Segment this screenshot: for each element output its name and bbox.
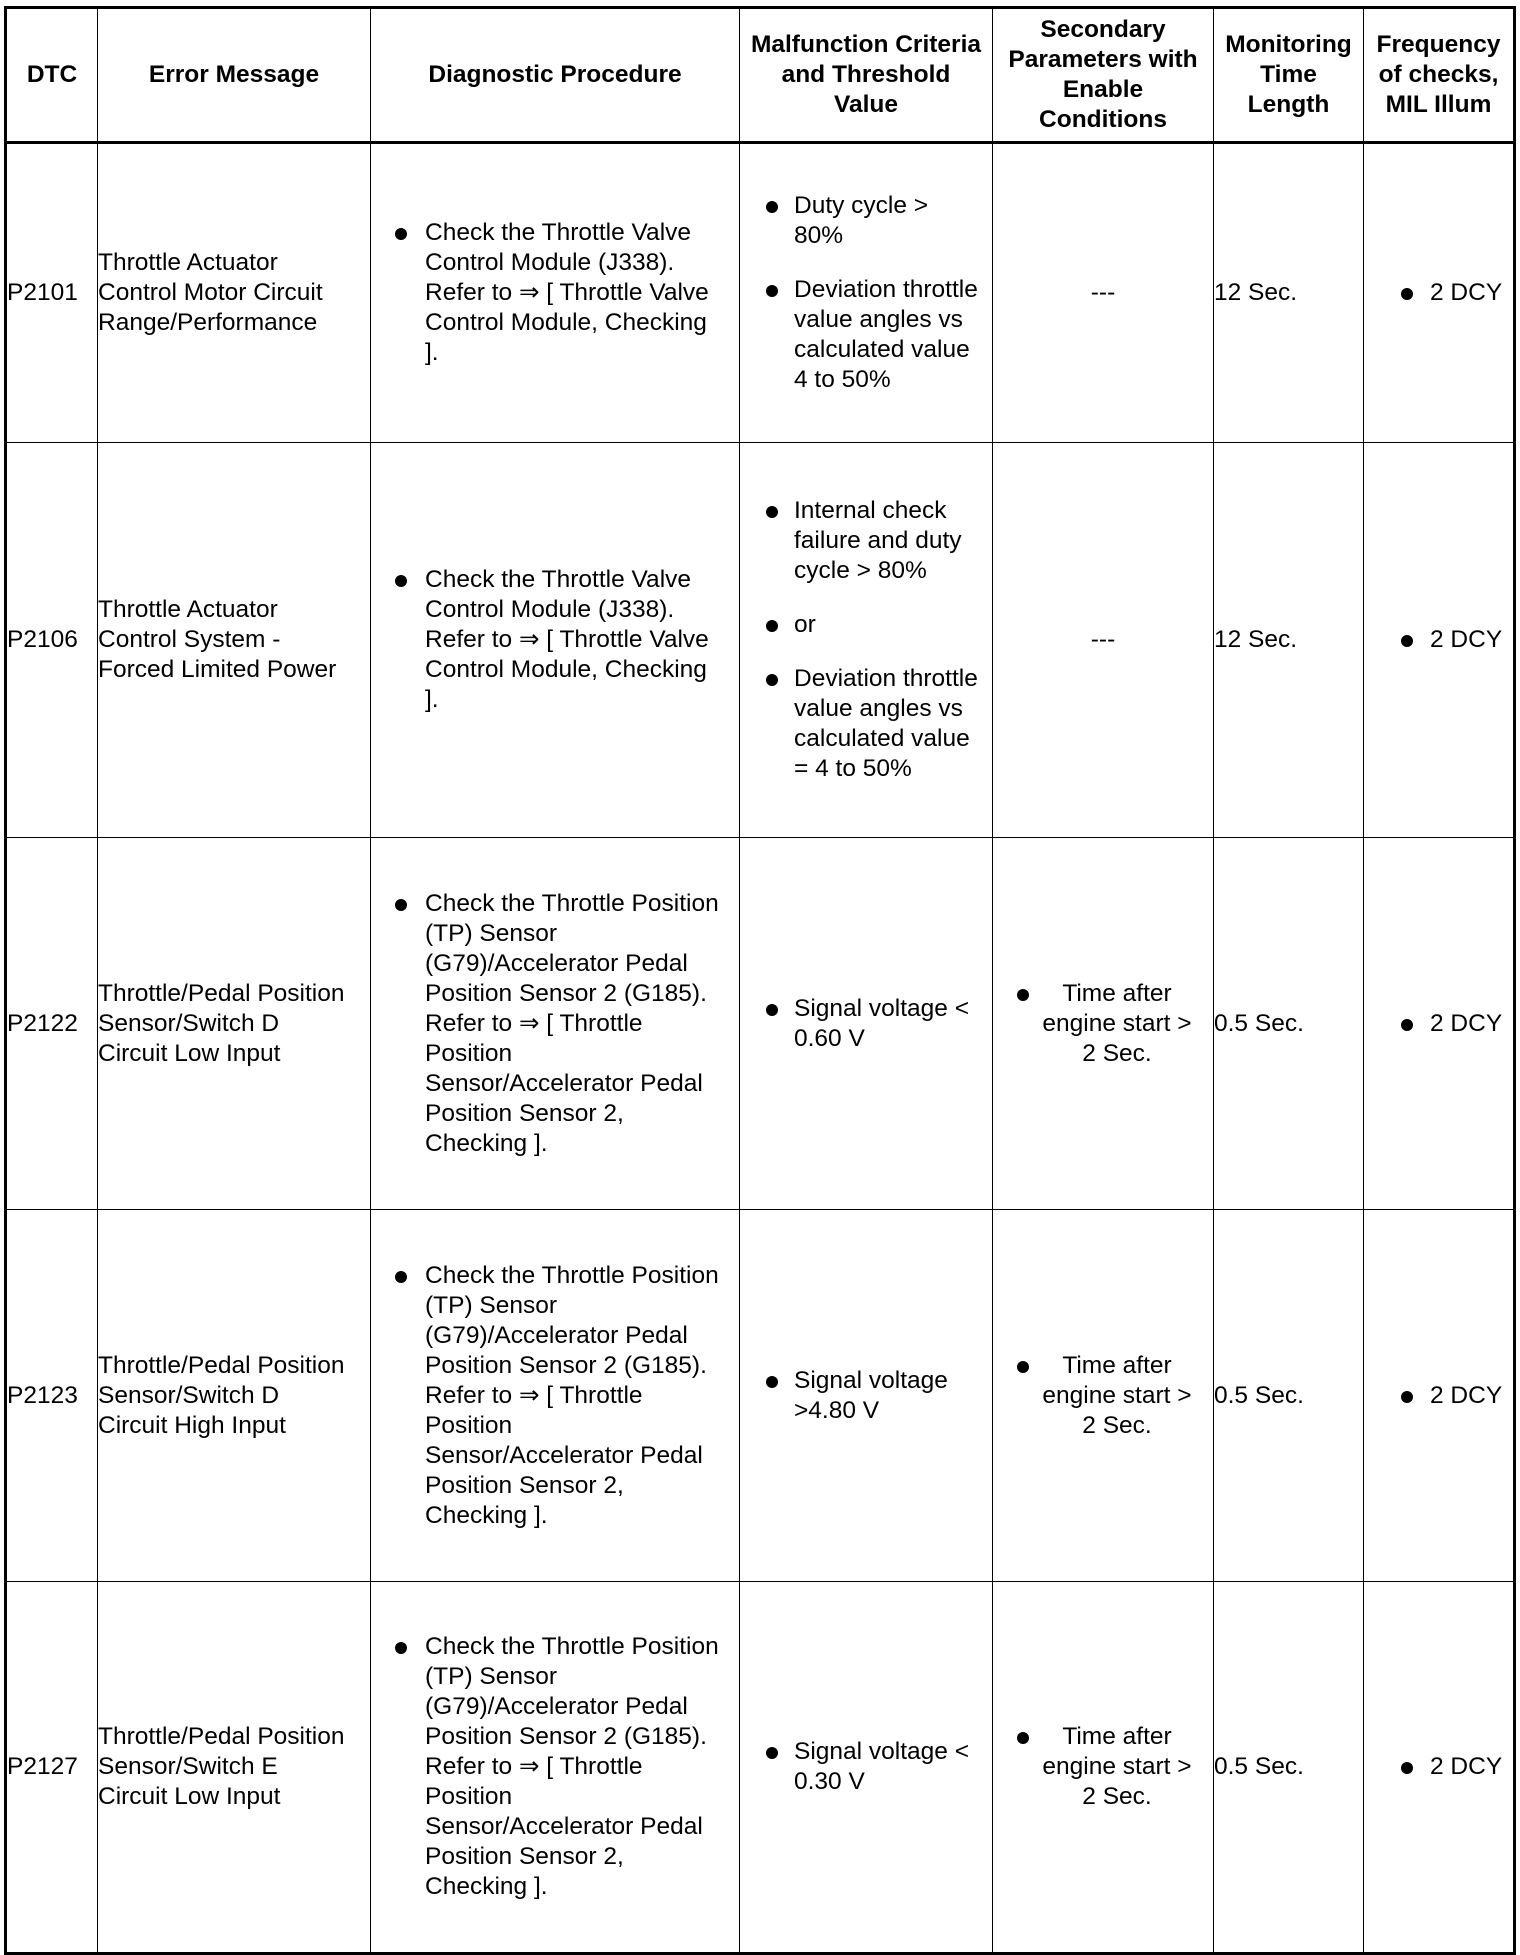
error-message-line: Circuit Low Input [98, 1039, 281, 1067]
criteria-bullet [794, 191, 986, 251]
header-dtc [6, 8, 98, 143]
header-line: Monitoring [1225, 31, 1352, 58]
procedure-line: Control Module (J338). [425, 249, 675, 276]
procedure-line: Position [425, 1783, 513, 1810]
criteria-line: 4 to 50% [794, 366, 891, 393]
secondary-none: --- [1090, 626, 1116, 653]
header-line: Time [1260, 61, 1317, 88]
malfunction-criteria-cell [740, 143, 993, 443]
header-line: Length [1247, 91, 1330, 118]
secondary-line: Time after [1062, 1723, 1172, 1750]
table-row [6, 838, 1515, 1210]
secondary-line: engine start > [1042, 1381, 1192, 1409]
criteria-bullet [794, 994, 986, 1054]
error-message-cell [98, 1582, 371, 1954]
malfunction-criteria-cell [740, 1582, 993, 1954]
header-line: Malfunction Criteria [750, 31, 982, 58]
procedure-line: Sensor/Accelerator Pedal [425, 1813, 703, 1840]
criteria-line: Deviation throttle [794, 276, 978, 303]
procedure-bullet [425, 218, 733, 368]
secondary-line: 2 Sec. [1082, 1039, 1152, 1067]
error-message-line: Forced Limited Power [98, 656, 337, 683]
procedure-bullet [425, 565, 733, 715]
error-message-line: Sensor/Switch E [98, 1753, 278, 1780]
procedure-line: Checking ]. [425, 1129, 548, 1157]
secondary-bullet [1042, 979, 1191, 1069]
error-message-line: Throttle Actuator [98, 596, 278, 623]
frequency-value: 2 DCY [1430, 1381, 1513, 1411]
procedure-line: Control Module (J338). [425, 596, 675, 623]
monitoring-time: 0.5 Sec. [1214, 1381, 1304, 1409]
header-line: Frequency [1376, 31, 1501, 58]
procedure-bullet [425, 1632, 733, 1902]
criteria-line: cycle > 80% [794, 557, 927, 584]
frequency-cell [1364, 838, 1515, 1210]
table-row [6, 143, 1515, 443]
error-message-line: Control System - [98, 626, 281, 653]
criteria-line: Internal check [794, 497, 947, 524]
header-line: Conditions [1039, 106, 1167, 133]
criteria-line: Signal voltage < [794, 994, 970, 1022]
frequency-cell [1364, 443, 1515, 838]
diagnostic-procedure-cell [371, 443, 740, 838]
procedure-line: Refer to ⇒ [ Throttle [425, 1009, 643, 1037]
diagnostic-procedure-cell [371, 838, 740, 1210]
criteria-line: Duty cycle > [794, 192, 929, 219]
procedure-line: Check the Throttle Position [425, 1633, 719, 1660]
monitoring-time: 0.5 Sec. [1214, 1753, 1304, 1780]
criteria-line: Signal voltage < [794, 1738, 970, 1765]
error-message-line: Circuit High Input [98, 1411, 286, 1439]
error-message-line: Throttle/Pedal Position [98, 979, 345, 1007]
procedure-line: ]. [425, 686, 439, 713]
criteria-line: = 4 to 50% [794, 755, 912, 782]
frequency-value: 2 DCY [1430, 278, 1513, 308]
secondary-parameters-cell [993, 143, 1214, 443]
criteria-bullet [794, 664, 986, 784]
procedure-line: Position Sensor 2, [425, 1843, 624, 1870]
header-line: Parameters with [1008, 46, 1198, 73]
secondary-line: 2 Sec. [1082, 1783, 1152, 1810]
monitoring-time-cell [1214, 838, 1364, 1210]
procedure-line: Checking ]. [425, 1873, 548, 1900]
malfunction-criteria-cell [740, 1210, 993, 1582]
procedure-bullet [425, 1261, 733, 1531]
malfunction-criteria-cell [740, 443, 993, 838]
malfunction-criteria-cell [740, 838, 993, 1210]
error-message-cell [98, 838, 371, 1210]
error-message-line: Throttle/Pedal Position [98, 1351, 345, 1379]
table-row [6, 443, 1515, 838]
error-message-line: Throttle Actuator [98, 249, 278, 276]
frequency-value: 2 DCY [1430, 1009, 1513, 1039]
dtc-code: P2106 [7, 626, 78, 653]
header-secondary-parameters [993, 8, 1214, 143]
procedure-line: Refer to ⇒ [ Throttle Valve [425, 279, 709, 306]
header-line: MIL Illum [1385, 91, 1492, 118]
procedure-line: Sensor/Accelerator Pedal [425, 1441, 703, 1469]
header-line: Secondary [1040, 16, 1166, 43]
procedure-line: Refer to ⇒ [ Throttle [425, 1753, 643, 1780]
procedure-line: Check the Throttle Valve [425, 219, 692, 246]
table-row [6, 1582, 1515, 1954]
header-line: and Threshold [781, 61, 951, 88]
criteria-bullet [794, 1366, 986, 1426]
dtc-code: P2101 [7, 279, 78, 306]
header-line: of checks, [1378, 61, 1499, 88]
header-frequency [1364, 8, 1515, 143]
header-diagnostic-procedure-text: Diagnostic Procedure [428, 61, 682, 88]
procedure-line: Check the Throttle Position [425, 889, 719, 917]
procedure-line: Control Module, Checking [425, 656, 707, 683]
procedure-line: (TP) Sensor [425, 919, 558, 947]
criteria-bullet [794, 1737, 986, 1797]
frequency-value: 2 DCY [1430, 1752, 1513, 1782]
criteria-line: 0.60 V [794, 1024, 865, 1052]
criteria-line: value angles vs [794, 306, 963, 333]
dtc-code-cell [6, 1582, 98, 1954]
procedure-line: Position Sensor 2 (G185). [425, 1351, 707, 1379]
criteria-line: >4.80 V [794, 1396, 880, 1424]
secondary-bullet [1042, 1351, 1191, 1441]
dtc-code-cell [6, 1210, 98, 1582]
error-message-cell [98, 443, 371, 838]
secondary-line: engine start > [1042, 1753, 1192, 1780]
criteria-line: Deviation throttle [794, 665, 978, 692]
monitoring-time-cell [1214, 1210, 1364, 1582]
procedure-line: Position Sensor 2, [425, 1099, 624, 1127]
procedure-line: Control Module, Checking [425, 309, 707, 336]
header-diagnostic-procedure [371, 8, 740, 143]
criteria-line: 0.30 V [794, 1768, 865, 1795]
criteria-bullet [794, 610, 986, 640]
secondary-line: Time after [1062, 979, 1172, 1007]
procedure-line: Checking ]. [425, 1501, 548, 1529]
error-message-line: Sensor/Switch D [98, 1009, 280, 1037]
error-message-line: Range/Performance [98, 309, 318, 336]
secondary-parameters-cell [993, 1582, 1214, 1954]
diagnostic-procedure-cell [371, 1582, 740, 1954]
procedure-line: (G79)/Accelerator Pedal [425, 1321, 688, 1349]
procedure-line: (TP) Sensor [425, 1663, 558, 1690]
secondary-parameters-cell [993, 1210, 1214, 1582]
criteria-bullet [794, 275, 986, 395]
procedure-line: (TP) Sensor [425, 1291, 558, 1319]
procedure-bullet [425, 889, 733, 1159]
error-message-cell [98, 143, 371, 443]
header-error-message [98, 8, 371, 143]
error-message-line: Throttle/Pedal Position [98, 1723, 345, 1750]
dtc-code: P2127 [7, 1753, 78, 1780]
monitoring-time: 0.5 Sec. [1214, 1009, 1304, 1037]
procedure-line: Refer to ⇒ [ Throttle Valve [425, 626, 709, 653]
frequency-cell [1364, 143, 1515, 443]
error-message-line: Sensor/Switch D [98, 1381, 280, 1409]
frequency-cell [1364, 1582, 1515, 1954]
monitoring-time-cell [1214, 443, 1364, 838]
error-message-line: Control Motor Circuit [98, 279, 323, 306]
secondary-line: 2 Sec. [1082, 1411, 1152, 1439]
frequency-value: 2 DCY [1430, 625, 1513, 655]
frequency-cell [1364, 1210, 1515, 1582]
header-dtc-text: DTC [26, 61, 78, 88]
monitoring-time-cell [1214, 1582, 1364, 1954]
secondary-line: engine start > [1042, 1009, 1192, 1037]
monitoring-time: 12 Sec. [1214, 626, 1298, 653]
procedure-line: Position Sensor 2 (G185). [425, 1723, 707, 1750]
criteria-line: calculated value [794, 336, 970, 363]
criteria-line: value angles vs [794, 695, 963, 722]
criteria-line: failure and duty [794, 527, 962, 554]
procedure-line: Refer to ⇒ [ Throttle [425, 1381, 643, 1409]
procedure-line: (G79)/Accelerator Pedal [425, 1693, 688, 1720]
diagnostic-procedure-cell [371, 143, 740, 443]
header-malfunction-criteria [740, 8, 993, 143]
secondary-line: Time after [1062, 1351, 1172, 1379]
dtc-table [4, 6, 1516, 1955]
procedure-line: Position Sensor 2 (G185). [425, 979, 707, 1007]
header-line: Value [833, 91, 898, 118]
header-monitoring-time [1214, 8, 1364, 143]
criteria-line: Signal voltage [794, 1366, 948, 1394]
secondary-none: --- [1090, 279, 1116, 306]
secondary-bullet [1042, 1722, 1191, 1812]
dtc-code: P2123 [7, 1381, 78, 1409]
dtc-code-cell [6, 838, 98, 1210]
diagnostic-procedure-cell [371, 1210, 740, 1582]
dtc-code: P2122 [7, 1009, 78, 1037]
procedure-line: Position Sensor 2, [425, 1471, 624, 1499]
error-message-cell [98, 1210, 371, 1582]
procedure-line: (G79)/Accelerator Pedal [425, 949, 688, 977]
secondary-parameters-cell [993, 838, 1214, 1210]
monitoring-time-cell [1214, 143, 1364, 443]
criteria-bullet [794, 496, 986, 586]
dtc-code-cell [6, 143, 98, 443]
criteria-line: or [794, 611, 816, 638]
header-row [6, 8, 1515, 143]
header-line: Enable [1062, 76, 1144, 103]
dtc-code-cell [6, 443, 98, 838]
table-row [6, 1210, 1515, 1582]
procedure-line: Position [425, 1039, 513, 1067]
procedure-line: Check the Throttle Valve [425, 566, 692, 593]
monitoring-time: 12 Sec. [1214, 279, 1298, 306]
procedure-line: Check the Throttle Position [425, 1261, 719, 1289]
error-message-line: Circuit Low Input [98, 1783, 281, 1810]
procedure-line: Position [425, 1411, 513, 1439]
procedure-line: ]. [425, 339, 439, 366]
secondary-parameters-cell [993, 443, 1214, 838]
criteria-line: 80% [794, 222, 844, 249]
criteria-line: calculated value [794, 725, 970, 752]
procedure-line: Sensor/Accelerator Pedal [425, 1069, 703, 1097]
header-error-message-text: Error Message [148, 61, 320, 88]
